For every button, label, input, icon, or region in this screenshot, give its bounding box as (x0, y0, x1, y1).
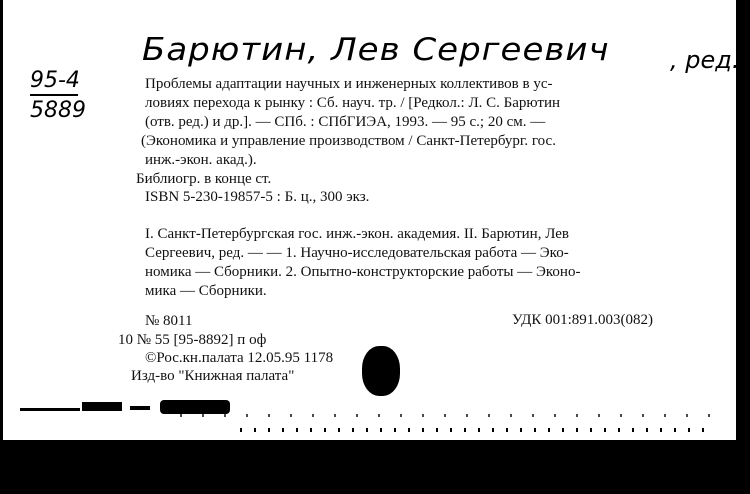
shelfmark-bottom: 5889 (30, 98, 86, 123)
card-line-series-2: инж.-экон. акад.). (145, 152, 257, 168)
publisher-line: Изд-во "Книжная палата" (131, 368, 295, 384)
shelfmark-top: 95-4 (30, 68, 80, 93)
handwritten-author: Барютин, Лев Сергеевич (142, 31, 610, 69)
card-line-tracings-2: Сергеевич, ред. — — 1. Научно-исследовательская работа — Эко- (145, 245, 569, 261)
card-line-tracings-1: I. Санкт-Петербургская гос. инж.-экон. академия. II. Барютин, Лев (145, 226, 570, 242)
copyright-line: ©Рос.кн.палата 12.05.95 1178 (145, 350, 334, 366)
card-number: № 8011 (145, 313, 193, 329)
card-line-series-1: (Экономика и управление производством / Санкт-Петербург. гос. (141, 133, 556, 149)
card-line-bibliography: Библиогр. в конце ст. (136, 171, 272, 187)
scan-edge-left (0, 0, 3, 440)
card-line-title-2: ловиях перехода к рынку : Сб. науч. тр. / [Редкол.: Л. С. Барютин (145, 95, 561, 111)
card-line-isbn: ISBN 5-230-19857-5 : Б. ц., 300 экз. (145, 189, 370, 205)
card-line-tracings-3: номика — Сборники. 2. Опытно-конструкторские работы — Эконо- (145, 264, 581, 280)
udk-code: УДК 001:891.003(082) (512, 312, 653, 328)
scan-edge-bottom (0, 440, 750, 494)
scan-noise-row-2 (240, 428, 710, 432)
shelfmark-underline (30, 94, 78, 96)
card-registration: 10 № 55 [95-8892] п оф (118, 332, 267, 348)
handwritten-role: , ред. (670, 46, 740, 74)
ink-blot (362, 346, 400, 396)
scan-noise-row-1 (180, 414, 720, 417)
card-line-tracings-4: мика — Сборники. (145, 283, 267, 299)
scan-edge-right (736, 0, 750, 494)
card-line-imprint: (отв. ред.) и др.]. — СПб. : СПбГИЭА, 1993. — 95 с.; 20 см. — (145, 114, 546, 130)
card-line-title-1: Проблемы адаптации научных и инженерных коллективов в ус- (145, 76, 553, 92)
